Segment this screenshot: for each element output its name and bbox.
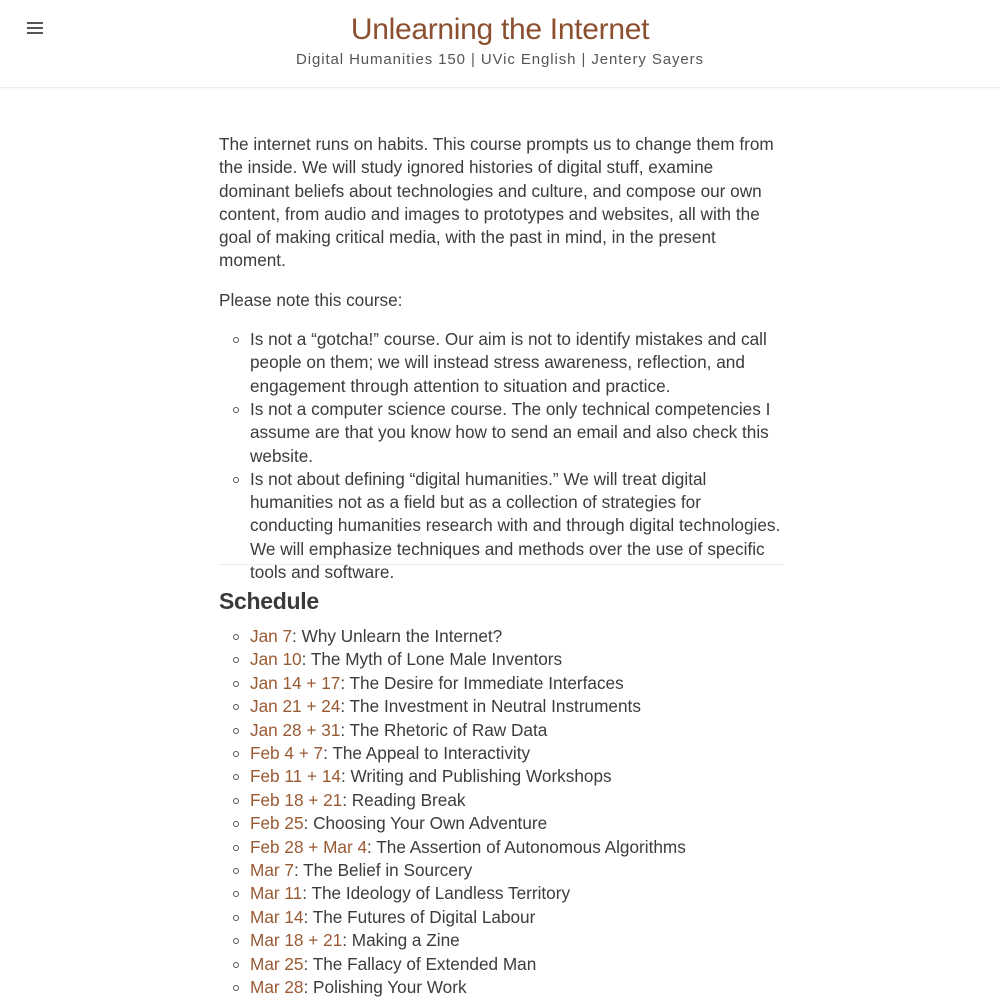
bullet-icon: [233, 868, 239, 874]
bullet-icon: [233, 728, 239, 734]
schedule-item: [250, 695, 686, 718]
schedule-date-link[interactable]: Jan 10: [250, 649, 302, 670]
schedule-topic: : Reading Break: [342, 789, 466, 810]
schedule-item: [250, 719, 686, 742]
schedule-topic: : Making a Zine: [342, 930, 460, 951]
schedule-item: [250, 812, 686, 835]
schedule-date-link[interactable]: Mar 18 + 21: [250, 930, 343, 951]
intro-paragraph: The internet runs on habits. This course prompts us to change them from the inside. We will study ignored histories of digital stuff, examine dominant beliefs about technologies and culture, and compose our own content, from audio and images to prototypes and websites, all with the goal of making critical media, with the past in mind, in the present moment.: [219, 134, 774, 271]
schedule-list: [250, 625, 686, 1000]
schedule-date-link[interactable]: Mar 28: [250, 977, 304, 998]
schedule-topic: : The Myth of Lone Male Inventors: [301, 649, 563, 670]
bullet-icon: [233, 657, 239, 663]
schedule-item: [250, 742, 686, 765]
schedule-item: [250, 859, 686, 882]
course-description: [219, 133, 784, 584]
bullet-icon: [233, 798, 239, 804]
note-item: [250, 328, 784, 398]
bullet-icon: [233, 985, 239, 991]
schedule-topic: : Writing and Publishing Workshops: [340, 766, 612, 787]
bullet-icon: [233, 891, 239, 897]
schedule-topic: : The Rhetoric of Raw Data: [340, 719, 548, 740]
site-subtitle: Digital Humanities 150 | UVic English | Jentery Sayers: [296, 51, 704, 68]
schedule-item: [250, 625, 686, 648]
schedule-topic: : The Investment in Neutral Instruments: [340, 696, 641, 717]
schedule-topic: : The Fallacy of Extended Man: [303, 953, 537, 974]
note-text: Is not a computer science course. The only technical competencies I assume are that you know how to send an email and also check this website.: [250, 398, 771, 466]
section-divider: [219, 564, 783, 565]
schedule-topic: : The Assertion of Autonomous Algorithms: [367, 836, 686, 857]
schedule-topic: : The Desire for Immediate Interfaces: [340, 672, 624, 693]
bullet-icon: [233, 938, 239, 944]
schedule-date-link[interactable]: Mar 14: [250, 906, 304, 927]
bullet-icon: [233, 634, 239, 640]
bullet-icon: [233, 962, 239, 968]
schedule-date-link[interactable]: Jan 7: [250, 626, 293, 646]
schedule-item: [250, 976, 686, 999]
schedule-topic: : Choosing Your Own Adventure: [303, 813, 548, 834]
schedule-heading: Schedule: [219, 588, 319, 614]
schedule-date-link[interactable]: Jan 14 + 17: [250, 672, 341, 693]
note-text: Is not a “gotcha!” course. Our aim is not to identify mistakes and call people on them; we will instead stress awareness, reflection, and engagement through attention to situation and practice.: [250, 329, 767, 396]
schedule-item: [250, 836, 686, 859]
schedule-item: [250, 929, 686, 952]
schedule-item: [250, 882, 686, 905]
site-title[interactable]: Unlearning the Internet: [350, 13, 650, 46]
schedule-item: [250, 789, 686, 812]
schedule-date-link[interactable]: Feb 4 + 7: [250, 743, 324, 764]
bullet-icon: [233, 407, 239, 413]
schedule-date-link[interactable]: Feb 25: [250, 813, 304, 834]
schedule-topic: : The Ideology of Landless Territory: [302, 883, 571, 904]
notes-list: [219, 328, 784, 584]
bullet-icon: [233, 821, 239, 827]
schedule-topic: : Why Unlearn the Internet?: [292, 626, 503, 646]
note-item: [250, 468, 784, 584]
bullet-icon: [233, 337, 239, 343]
schedule-date-link[interactable]: Jan 21 + 24: [250, 696, 341, 717]
schedule-topic: : Polishing Your Work: [303, 977, 467, 998]
schedule-date-link[interactable]: Feb 28 + Mar 4: [250, 836, 368, 857]
note-lead: Please note this course:: [219, 289, 403, 310]
schedule-item: [250, 906, 686, 929]
schedule-item: [250, 672, 686, 695]
site-header: [0, 0, 1000, 88]
note-text: Is not about defining “digital humanities.” We will treat digital humanities not as a field but as a collection of strategies for conducting humanities research with and through digital technologies. We will emphasize techniques and methods over the use of specific tools and software.: [250, 468, 781, 583]
bullet-icon: [233, 681, 239, 687]
bullet-icon: [233, 477, 239, 483]
schedule-date-link[interactable]: Feb 18 + 21: [250, 789, 343, 810]
schedule-date-link[interactable]: Feb 11 + 14: [250, 766, 341, 787]
note-item: [250, 398, 784, 468]
schedule-item: [250, 953, 686, 976]
bullet-icon: [233, 751, 239, 757]
schedule-topic: : The Futures of Digital Labour: [303, 906, 536, 927]
schedule-date-link[interactable]: Mar 11: [250, 883, 303, 904]
schedule-date-link[interactable]: Mar 7: [250, 860, 294, 881]
schedule-item: [250, 765, 686, 788]
bullet-icon: [233, 845, 239, 851]
schedule-topic: : The Appeal to Interactivity: [323, 743, 531, 764]
schedule-date-link[interactable]: Mar 25: [250, 953, 304, 974]
bullet-icon: [233, 774, 239, 780]
schedule-date-link[interactable]: Jan 28 + 31: [250, 719, 341, 740]
bullet-icon: [233, 704, 239, 710]
schedule-item: [250, 648, 686, 671]
bullet-icon: [233, 915, 239, 921]
schedule-topic: : The Belief in Sourcery: [293, 860, 473, 881]
